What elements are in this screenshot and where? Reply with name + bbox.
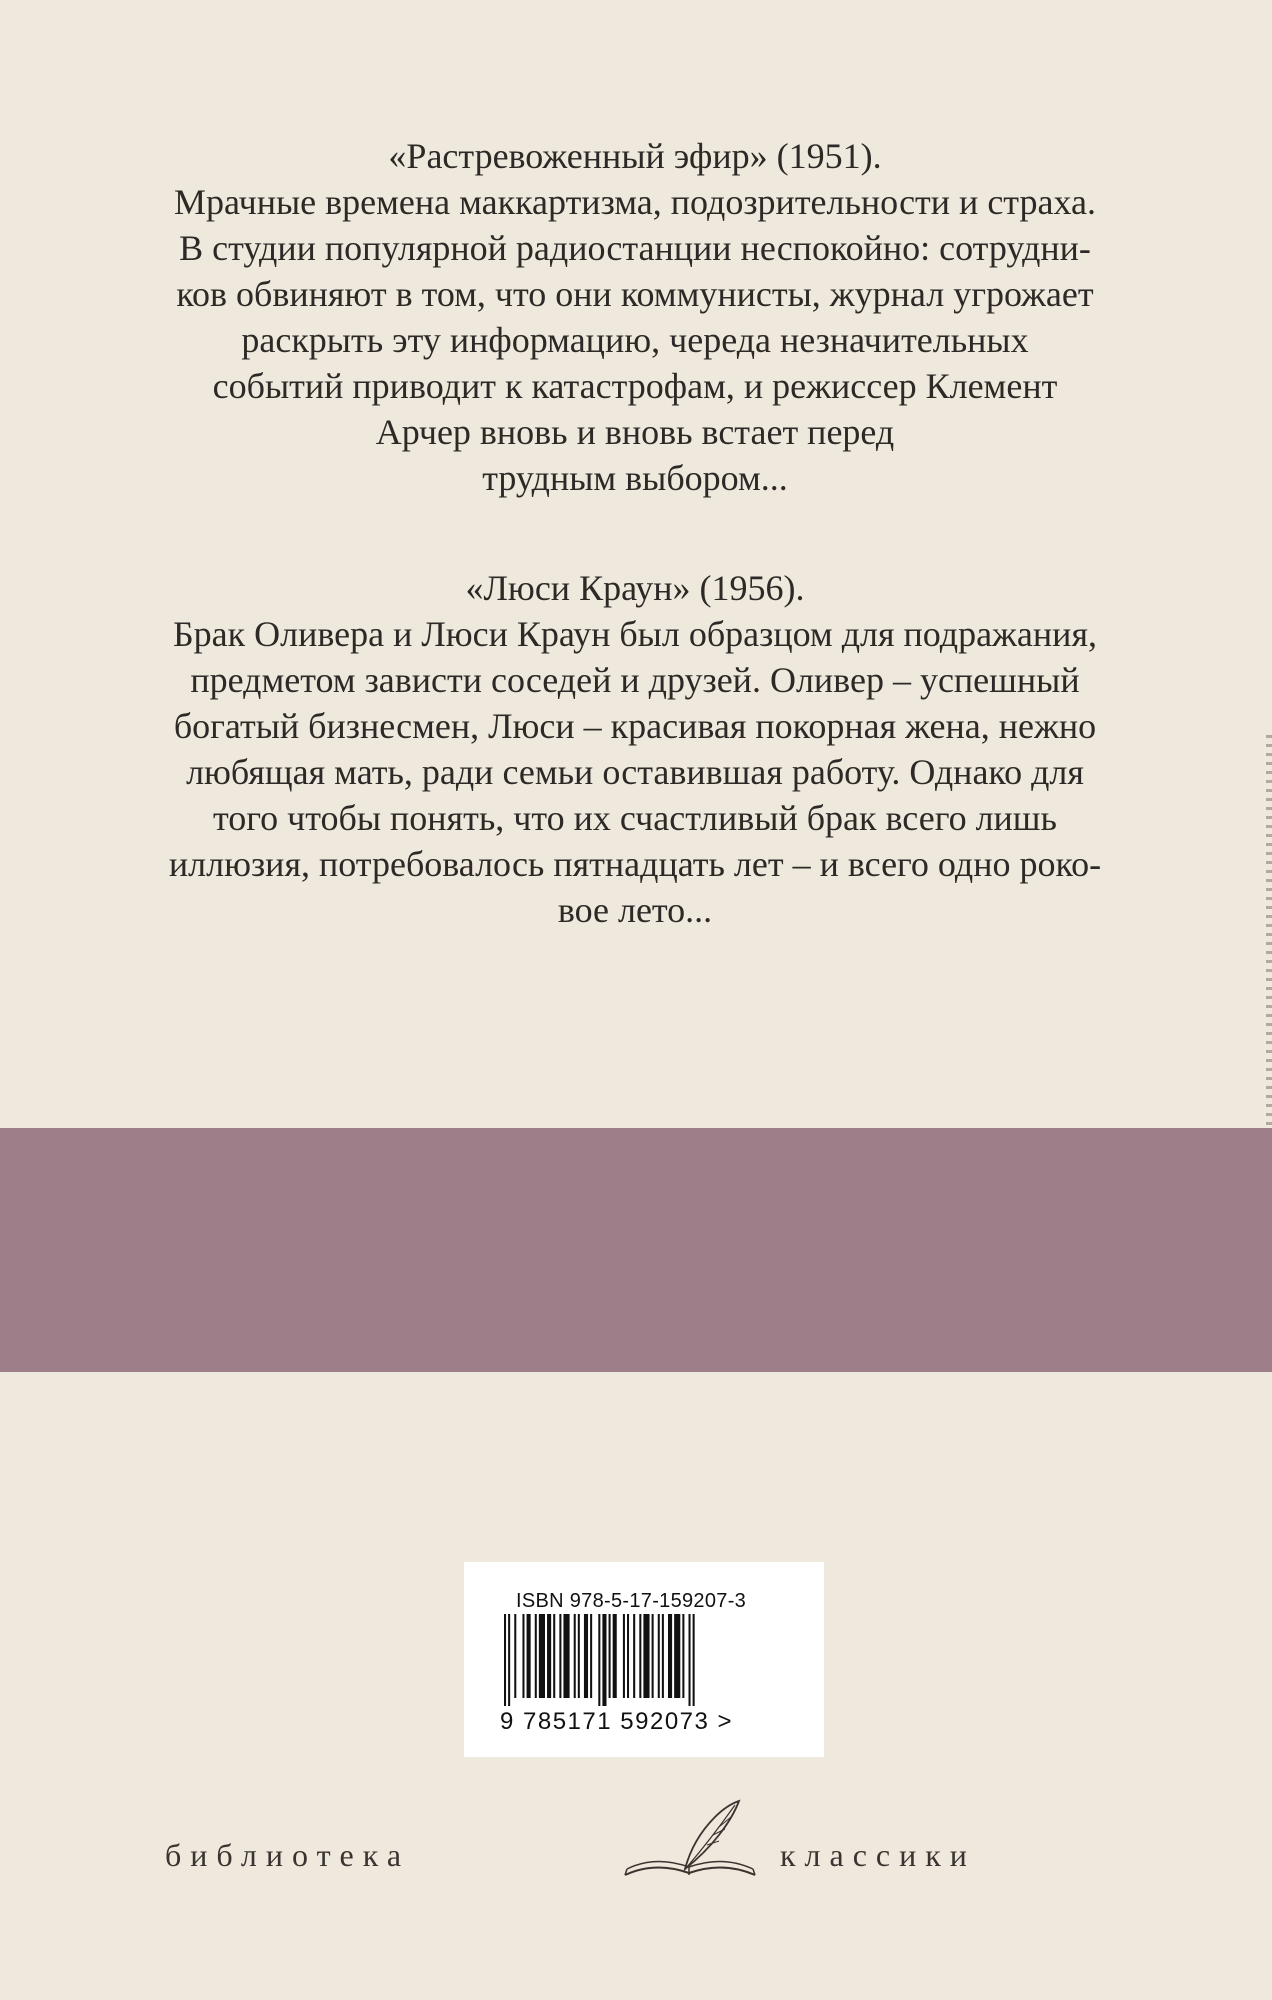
- barcode-bar: [613, 1614, 617, 1698]
- color-band: [0, 1128, 1272, 1372]
- blurb-2-line: того чтобы понять, что их счастливый брак всего лишь: [213, 798, 1057, 838]
- blurb-1-title: «Растревоженный эфир» (1951).: [388, 136, 882, 176]
- barcode-bar: [578, 1614, 580, 1698]
- barcode-bar: [609, 1614, 611, 1698]
- barcode-bar: [639, 1614, 641, 1698]
- barcode-bar: [689, 1614, 691, 1706]
- barcode-icon: [504, 1614, 754, 1706]
- barcode-bar: [668, 1614, 672, 1698]
- barcode-bar: [504, 1614, 506, 1706]
- barcode-bar: [633, 1614, 635, 1698]
- barcode-bar: [535, 1614, 537, 1698]
- barcode-bar: [514, 1614, 516, 1698]
- blurb-2: [90, 565, 1180, 933]
- blurb-1-line: ков обвиняют в том, что они коммунисты, журнал угрожает: [176, 274, 1094, 314]
- blurb-2-line: иллюзия, потребовалось пятнадцать лет – и всего одно роко-: [168, 844, 1102, 884]
- barcode-bar: [553, 1614, 555, 1698]
- barcode-bar: [658, 1614, 660, 1698]
- barcode-bar: [559, 1614, 561, 1698]
- barcode-bar: [682, 1614, 684, 1698]
- barcode-bar: [652, 1614, 654, 1698]
- barcode-bar: [643, 1614, 649, 1698]
- barcode-digits: 9 785171 592073 >: [500, 1708, 734, 1735]
- blurb-1: [90, 133, 1180, 501]
- blurb-1-line: событий приводит к катастрофам, и режиссер Клемент: [212, 366, 1058, 406]
- series-word-right: классики: [780, 1837, 976, 1873]
- blurb-2-line: богатый бизнесмен, Люси – красивая покорная жена, нежно: [173, 706, 1097, 746]
- blurb-2-line: вое лето...: [557, 890, 713, 930]
- spine-edge-marks: [1266, 735, 1272, 1125]
- barcode-bar: [547, 1614, 551, 1698]
- barcode-bar: [590, 1614, 592, 1698]
- barcode-bar: [539, 1614, 545, 1698]
- barcode-bar: [623, 1614, 625, 1698]
- isbn-label: ISBN 978-5-17-159207-3: [516, 1590, 747, 1612]
- blurb-1-line: Арчер вновь и вновь встает перед: [375, 412, 895, 452]
- barcode-bar: [598, 1614, 600, 1706]
- blurb-2-line: Брак Оливера и Люси Краун был образцом для подражания,: [172, 614, 1097, 654]
- blurb-1-line: раскрыть эту информацию, череда незначительных: [241, 320, 1029, 360]
- barcode-bar: [674, 1614, 680, 1698]
- blurb-1-line: Мрачные времена маккартизма, подозрительности и страха.: [174, 182, 1096, 222]
- barcode-bar: [584, 1614, 588, 1698]
- blurb-2-line: предметом зависти соседей и друзей. Оливер – успешный: [190, 660, 1080, 700]
- barcode-panel: [464, 1562, 824, 1757]
- barcode-bar: [522, 1614, 524, 1698]
- barcode-bar: [627, 1614, 629, 1698]
- barcode-bar: [527, 1614, 531, 1698]
- barcode-bar: [602, 1614, 606, 1706]
- open-book-quill-icon: [615, 1795, 765, 1895]
- blurb-1-line: В студии популярной радиостанции неспокойно: сотрудни-: [179, 228, 1091, 268]
- barcode-bar: [574, 1614, 576, 1698]
- barcode-bar: [662, 1614, 664, 1698]
- barcode-bar: [563, 1614, 569, 1698]
- blurb-2-line: любящая мать, ради семьи оставившая работу. Однако для: [186, 752, 1084, 792]
- blurb-1-line: трудным выбором...: [482, 458, 788, 498]
- series-word-left: библиотека: [165, 1837, 411, 1873]
- barcode-bar: [508, 1614, 510, 1706]
- barcode-bar: [693, 1614, 695, 1706]
- blurb-2-title: «Люси Краун» (1956).: [465, 568, 805, 608]
